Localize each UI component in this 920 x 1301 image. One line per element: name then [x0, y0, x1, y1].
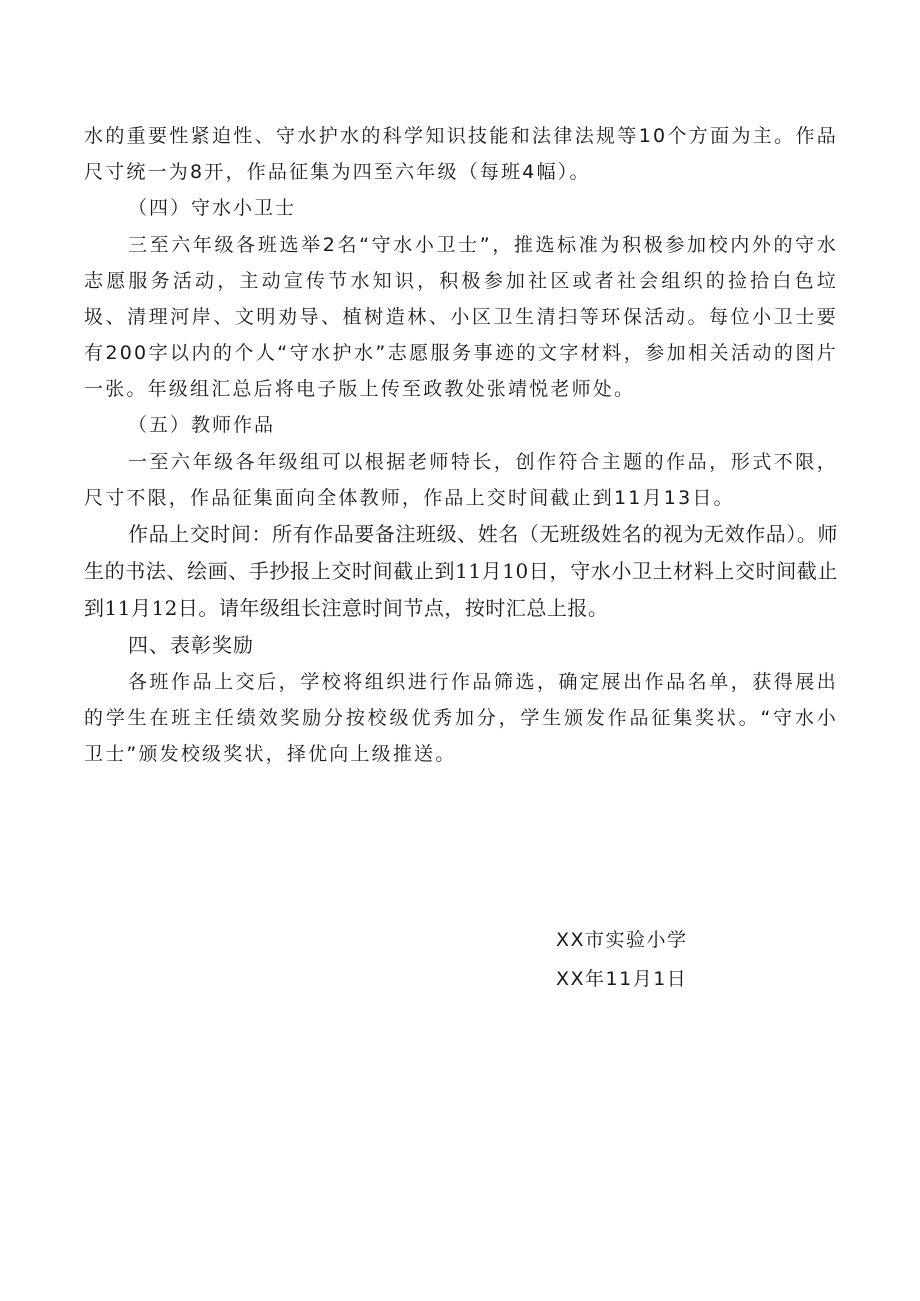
signature-date: XX年11月1日	[556, 968, 688, 990]
document-body	[84, 118, 838, 772]
paragraph-teacher-works: 一至六年级各年级组可以根据老师特长，创作符合主题的作品，形式不限，尺寸不限，作品征集面向全体教师，作品上交时间截止到11月13日。	[84, 451, 838, 509]
heading-awards: 四、表彰奖励	[128, 633, 254, 657]
paragraph-water-guard: 三至六年级各班选举2名“守水小卫士”，推选标准为积极参加校内外的守水志愿服务活动，主动宣传节水知识，积极参加社区或者社会组织的捡拾白色垃圾、清理河岸、文明劝导、植树造林、小区卫生清扫等环保活动。每位小卫士要有200字以内的个人“守水护水”志愿服务事迹的文字材料，参加相关活动的图片一张。年级组汇总后将电子版上传至政教处张靖悦老师处。	[84, 234, 838, 400]
paragraph-art-continuation: 水的重要性紧迫性、守水护水的科学知识技能和法律法规等10个方面为主。作品尺寸统一为8开，作品征集为四至六年级（每班4幅）。	[84, 125, 838, 183]
heading-teacher-works: （五）教师作品	[128, 414, 276, 436]
signature-block	[556, 921, 688, 999]
heading-water-guard: （四）守水小卫士	[128, 197, 297, 219]
signature-organization: XX市实验小学	[556, 929, 688, 951]
paragraph-awards: 各班作品上交后，学校将组织进行作品筛选，确定展出作品名单，获得展出的学生在班主任绩效奖励分按校级优秀加分，学生颁发作品征集奖状。“守水小卫士”颁发校级奖状，择优向上级推送。	[84, 671, 838, 765]
paragraph-submission-deadline: 作品上交时间：所有作品要备注班级、姓名（无班级姓名的视为无效作品）。师生的书法、绘画、手抄报上交时间截止到11月10日，守水小卫土材料上交时间截止到11月12日。请年级组长注意时间节点，按时汇总上报。	[84, 522, 838, 620]
